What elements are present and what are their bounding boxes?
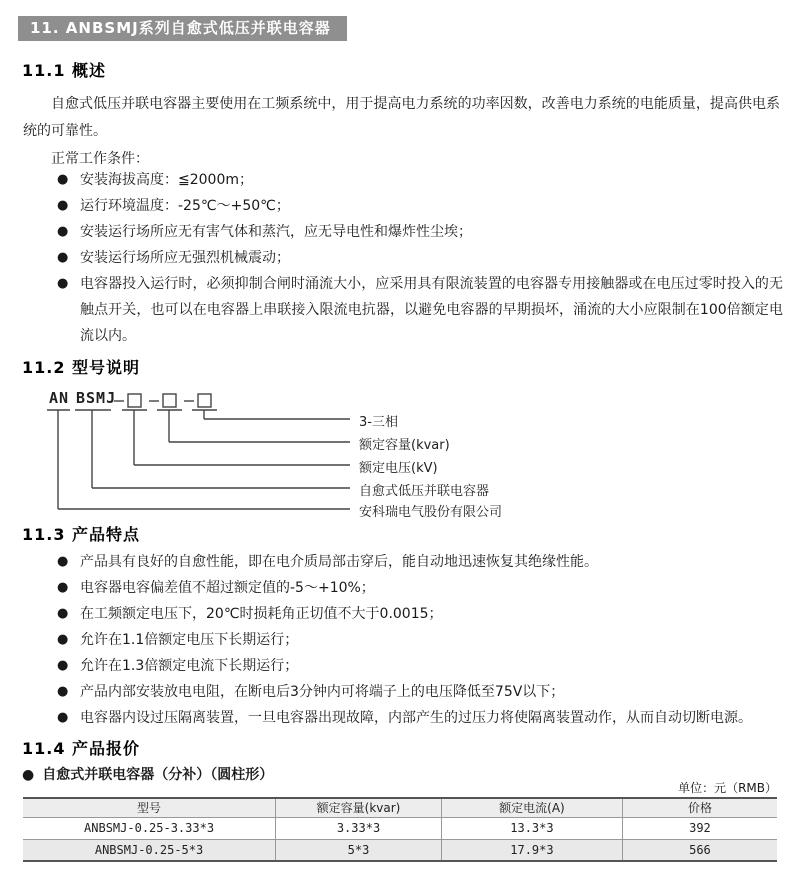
bullet-icon: ● <box>57 250 69 265</box>
list-item <box>57 575 783 601</box>
working-conditions-list <box>57 167 783 349</box>
cell-model: ANBSMJ-0.25-5*3 <box>23 839 276 861</box>
list-item-text: 允许在1.3倍额定电流下长期运行； <box>80 658 299 674</box>
list-item <box>57 679 783 705</box>
model-code-diagram <box>0 388 800 520</box>
bullet-icon: ● <box>57 172 69 187</box>
bullet-icon: ● <box>57 580 69 595</box>
list-item-text: 电容器电容偏差值不超过额定值的-5～+10%； <box>80 580 375 596</box>
col-header-model: 型号 <box>23 798 276 817</box>
chapter-title-bar: 11. ANBSMJ系列自愈式低压并联电容器 <box>18 16 347 41</box>
list-item-text: 在工频额定电压下，20℃时损耗角正切值不大于0.0015； <box>80 606 443 622</box>
bullet-icon: ● <box>57 710 69 725</box>
col-header-rated-current: 额定电流(A) <box>441 798 622 817</box>
working-conditions-label: 正常工作条件： <box>51 151 149 167</box>
table-row <box>23 839 777 861</box>
table-row <box>23 817 777 839</box>
price-unit-note: 单位：元（RMB） <box>678 781 777 795</box>
list-item <box>57 705 783 731</box>
model-label-phase: 3-三相 <box>359 415 398 430</box>
list-item-text: 允许在1.1倍额定电压下长期运行； <box>80 632 299 648</box>
cell-rated-capacity: 3.33*3 <box>276 817 442 839</box>
model-code-prefix-an: AN <box>49 389 70 407</box>
list-item <box>57 601 783 627</box>
section-heading-pricing: 11.4 产品报价 <box>22 739 141 758</box>
model-label-rated-voltage: 额定电压(kV) <box>359 461 438 476</box>
list-item <box>57 193 783 219</box>
overview-intro-paragraph: 自愈式低压并联电容器主要使用在工频系统中，用于提高电力系统的功率因数，改善电力系统的电能质量，提高供电系统的可靠性。 <box>23 96 780 139</box>
list-item-text: 产品具有良好的自愈性能，即在电介质局部击穿后，能自动地迅速恢复其绝缘性能。 <box>80 554 598 570</box>
section-heading-overview: 11.1 概述 <box>22 61 107 80</box>
list-item <box>57 627 783 653</box>
list-item-text: 安装海拔高度：≦2000m； <box>80 172 253 188</box>
cell-rated-capacity: 5*3 <box>276 839 442 861</box>
bullet-icon: ● <box>22 767 35 783</box>
list-item <box>57 245 783 271</box>
bullet-icon: ● <box>57 224 69 239</box>
list-item-text: 产品内部安装放电电阻，在断电后3分钟内可将端子上的电压降低至75V以下； <box>80 684 565 700</box>
list-item <box>57 653 783 679</box>
col-header-price: 价格 <box>622 798 777 817</box>
bullet-icon: ● <box>57 198 69 213</box>
pricing-subtitle <box>22 764 273 784</box>
col-header-rated-capacity: 额定容量(kvar) <box>276 798 442 817</box>
list-item-text: 安装运行场所应无有害气体和蒸汽，应无导电性和爆炸性尘埃； <box>80 224 472 240</box>
cell-price: 392 <box>622 817 777 839</box>
bullet-icon: ● <box>57 606 69 621</box>
cell-price: 566 <box>622 839 777 861</box>
list-item <box>57 271 783 349</box>
table-header-row <box>23 798 777 817</box>
features-list <box>57 549 783 731</box>
cell-rated-current: 17.9*3 <box>441 839 622 861</box>
list-item-text: 运行环境温度：-25℃～+50℃； <box>80 198 290 214</box>
bullet-icon: ● <box>57 658 69 673</box>
bullet-icon: ● <box>57 276 69 291</box>
list-item-text: 电容器投入运行时，必须抑制合闸时涌流大小，应采用具有限流装置的电容器专用接触器或在电压过零时投入的无触点开关，也可以在电容器上串联接入限流电抗器，以避免电容器的早期损坏，涌流的大小应限制在100倍额定电流以内。 <box>80 276 783 344</box>
model-code-prefix-bsmj: BSMJ <box>76 389 117 407</box>
list-item-text: 电容器内设过压隔离装置，一旦电容器出现故障，内部产生的过压力将使隔离装置动作，从而自动切断电源。 <box>80 710 752 726</box>
pricing-subtitle-text: 自愈式并联电容器（分补）（圆柱形） <box>42 767 274 783</box>
price-table <box>23 797 777 862</box>
bullet-icon: ● <box>57 684 69 699</box>
model-label-rated-capacity: 额定容量(kvar) <box>359 438 450 453</box>
list-item <box>57 167 783 193</box>
cell-model: ANBSMJ-0.25-3.33*3 <box>23 817 276 839</box>
list-item <box>57 219 783 245</box>
bullet-icon: ● <box>57 632 69 647</box>
list-item <box>57 549 783 575</box>
model-label-company: 安科瑞电气股份有限公司 <box>359 505 503 520</box>
list-item-text: 安装运行场所应无强烈机械震动； <box>80 250 290 266</box>
bullet-icon: ● <box>57 554 69 569</box>
model-label-product-type: 自愈式低压并联电容器 <box>359 484 490 499</box>
cell-rated-current: 13.3*3 <box>441 817 622 839</box>
section-heading-model: 11.2 型号说明 <box>22 358 141 377</box>
section-heading-features: 11.3 产品特点 <box>22 525 141 544</box>
